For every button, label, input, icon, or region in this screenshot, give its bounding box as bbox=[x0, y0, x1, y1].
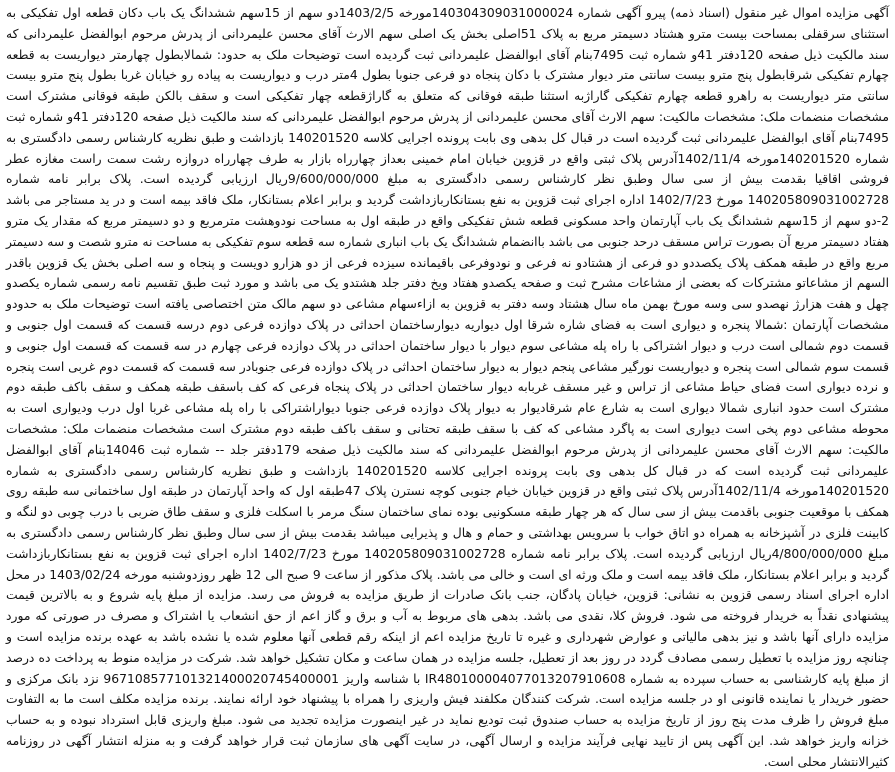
auction-notice-body: آگهی مزایده اموال غیر منقول (اسناد ذمه) پیرو آگهی شماره 140304309031000024مورخه 1403/2/5دو سهم از 15سهم ششدانگ یک باب دکان قطعه اول تفکیکی به استثنای سرقفلی بمساحت بیست مترو هشتاد دسیمتر مربع به پلاک 51اصلی بخش یک اصلی سهم الارث آقای محسن علیمردانی از پدرش مرحوم ابوالفضل علیمردانی که سند مالکیت ذیل صفحه 120دفتر 41و شماره ثبت 7495بنام آقای ابوالفضل علیمردانی ثبت گردیده است توضیحات ملک به حدود: شمالابطول چهارمتر دیواریست به قطعه چهارم تفکیکی شرقابطول پنج مترو بیست سانتی متر دیوار مشترک با دکان پنجاه دو فرعی جنوبا بطول 4متر درب و دیواریست به پیاده رو خیابان غربا بطول پنج مترو بیست سانتی متر دیواریست به راهرو قطعه چهارم تفکیکی گاراژبه استثنا طبقه فوقانی که متعلق به گاراژقطعه چهار تفکیکی است و سقف بالکن طبقه فوقانی مشترک است مشخصات منضمات ملک: مشخصات مالکیت: سهم الارث آقای محسن علیمردانی از پدرش مرحوم ابوالفضل علیمردانی که سند مالکیت ذیل صفحه 120دفتر 41و شماره ثبت 7495بنام آقای ابوالفضل علیمردانی ثبت گردیده است در قبال کل بدهی وی بابت پرونده اجرایی کلاسه 140201520 بازداشت و طبق نظریه کارشناس رسمی دادگستری به شماره 140201520مورخه 1402/11/4آدرس پلاک ثبتی واقع در قزوین خیابان امام خمینی بعداز چهارراه بازار به طرف چهارراه دروازه رشت سمت راست مغازه عطر فروشی اقاقیا بقدمت بیش از سی سال وطبق نظر کارشناس رسمی دادگستری به مبلغ 9/600/000/000ریال ارزیابی گردیده است. پلاک برابر نامه شماره 140205809031002728 مورخ 1402/7/23 اداره اجرای ثبت قزوین به نفع بستانکاربازداشت گردید و برابر اعلام بستانکار، ملک فاقد بیمه است و در ید مستاجر می باشد 2-دو سهم از 15سهم ششدانگ یک باب آپارتمان واحد مسکونی قطعه شش تفکیکی واقع در طبقه اول به مساحت نودوهشت مترمربع و دو دسیمتر مربع که مقدار یک مترو هفتاد دسیمتر مربع آن بصورت تراس مسقف درحد جنوبی می باشد باانضمام ششدانگ یک باب انباری شماره سه قطعه سوم تفکیکی به مساحت نه مترو شصت و سه دسیمتر مربع واقع در طبقه همکف پلاک یکصددو دو فرعی از هشتادو نه فرعی و نودوفرعی باقیمانده سیزده فرعی از دو هزارو دویست و پنجاه و سه اصلی بخش یک قزوین باقدر السهم از مشاعاتو مشترکات که بعضی از مشاعات مشرح ثبت و صفحه یکصدو هفتاد ویخ دفتر جلد هشتدو یک می باشد و مورد ثبت طبق تقسیم نامه رسمی شماره یکصدو چهل و هفت هزارژ نهصدو سی وسه مورخ بهمن ماه سال هشتاد وسه دفتر به قزوین به ازاءسهام مشاعی دو سهم مالک متن اختصاصی یافته است توضیحات ملک به حدودو مشخصات آپارتمان :شمالا پنجره و دیواری است به فضای شاره شرقا اول دیواریه دیوارساختمان احداثی در پلاک دوازده فرعی دوم درسه قسمت که قسمت اول جنوبی و قسمت دوم شمالی است درب و دیوار اشتراکی با راه پله مشاعی سوم دیوار با دیوار ساختمان احداثی در پلاک دوازده فرعی چهارم در سه قسمت که قسمت اول جنوبی و قسمت سوم شمالی است پنجره و دیواریست نورگیر مشاعی پنجم دیوار به دیوار ساختمان احداثی در پلاک دوازده فرعی جنوبادر سه قسمت که قسمت دوم غربی است پنجره و نرده دیواری است فضای حیاط مشاعی از تراس و غیر مسقف غربابه دیوار ساختمان احداثی در پلاک پنجاه فرعی که کف باسقف طبقه همکف و سقف باکف طبقه دوم مشترک است حدود انباری شمالا دیواری است به شارع عام شرقادیوار به دیوار پلاک دوازده فرعی جنوبا دیواراشتراکی با راه پله مشاعی غربا اول درب ودیواری است به محوطه مشاعی دوم پخی است دیواری است به پاگرد مشاعی که کف با سقف طبقه تحتانی و سقف باکف طبقه دوم مشترک است مشخصات منضمات ملک: مشخصات مالکیت: سهم الارث آقای محسن علیمردانی از پدرش مرحوم ابوالفضل علیمردانی که سند مالکیت ذیل صفحه 179دفتر جلد -- شماره ثبت 14046بنام آقای ابوالفضل علیمردانی ثبت گردیده است که در قبال کل بدهی وی بابت پرونده اجرایی کلاسه 140201520 بازداشت و طبق نظریه کارشناس رسمی دادگستری به شماره 140201520مورخه 1402/11/4آدرس پلاک ثبتی واقع در قزوین خیابان خیام جنوبی کوچه نسترن پلاک 47طبقه اول که واحد آپارتمان در طبقه اول ساختمانی سه طبقه روی همکف با موقعیت جنوبی باقدمت بیش از سی سال که هر چهار طبقه مسکونیی بوده نمای ساختمان سنگ مرمر با اسکلت فلزی و سقف طاق ضربی با درب چوبی دو لنگه و کابینت فلزی در آشپزخانه به همراه دو اتاق خواب با سرویس بهداشتی و حمام و هال و پذیرایی میباشد بقدمت بیش از سی سال وطبق نظر کارشناس رسمی دادگستری به مبلغ 4/800/000/000ریال ارزیابی گردیده است. پلاک برابر نامه شماره 140205809031002728 مورخ 1402/7/23 اداره اجرای ثبت قزوین به نفع بستانکاربازداشت گردید و برابر اعلام بستانکار، ملک فاقد بیمه است و ملک ورثه ای است و خالی می باشد. پلاک مذکور از ساعت 9 صبح الی 12 ظهر روزدوشنبه مورخه 1403/02/24 در محل اداره اجرای اسناد رسمی قزوین به نشانی: قزوین، خیابان پادگان، جنب بانک صادرات از طریق مزایده به فروش می رسد. مزایده از مبلغ پایه شروع و به بالاترین قیمت پیشنهادی نقداً به خریدار فروخته می شود. فروش کلا، نقدی می باشد. بدهی های مربوط به آب و برق و گاز اعم از حق انشعاب یا اشتراک و مصرف در صورتی که مورد مزایده دارای آنها باشد و نیز بدهی مالیاتی و عوارض شهرداری و غیره تا تاریخ مزایده اعم از اینکه رقم قطعی آنها معلوم شده یا نشده باشد به عهده برنده مزایده است و چنانچه روز مزایده با تعطیل رسمی مصادف گردد در روز بعد از تعطیل، جلسه مزایده در همان ساعت و مکان تشکیل خواهد شد. شرکت در مزایده منوط به پرداخت ده درصد از مبلغ پایه کارشناسی به حساب سپرده به شماره IR480100004077013207910608 با شناسه واریز 967108577101321400020745400001 نزد بانک مرکزی و حضور خریدار یا نماینده قانونی او در جلسه مزایده است. شرکت کنندگان مکلفند فیش واریزی را همراه با پیشنهاد خود ارائه نمایند. برنده مزایده مکلف است ما به التفاوت مبلغ فروش را ظرف مدت پنج روز از تاریخ مزایده به حساب صندوق ثبت تودیع نماید در غیر اینصورت مزایده تجدید می شود. مبلغ واریزی قابل استرداد نبوده و به حساب خزانه واریز خواهد شد. این آگهی پس از تایید نهایی فرآیند مزایده و ارسال آگهی، در سایت آگهی های سازمان ثبت قرار خواهد گرفت و به منزله انتشار آگهی در روزنامه کثیرالانتشار محلی است. bbox=[6, 6, 890, 769]
